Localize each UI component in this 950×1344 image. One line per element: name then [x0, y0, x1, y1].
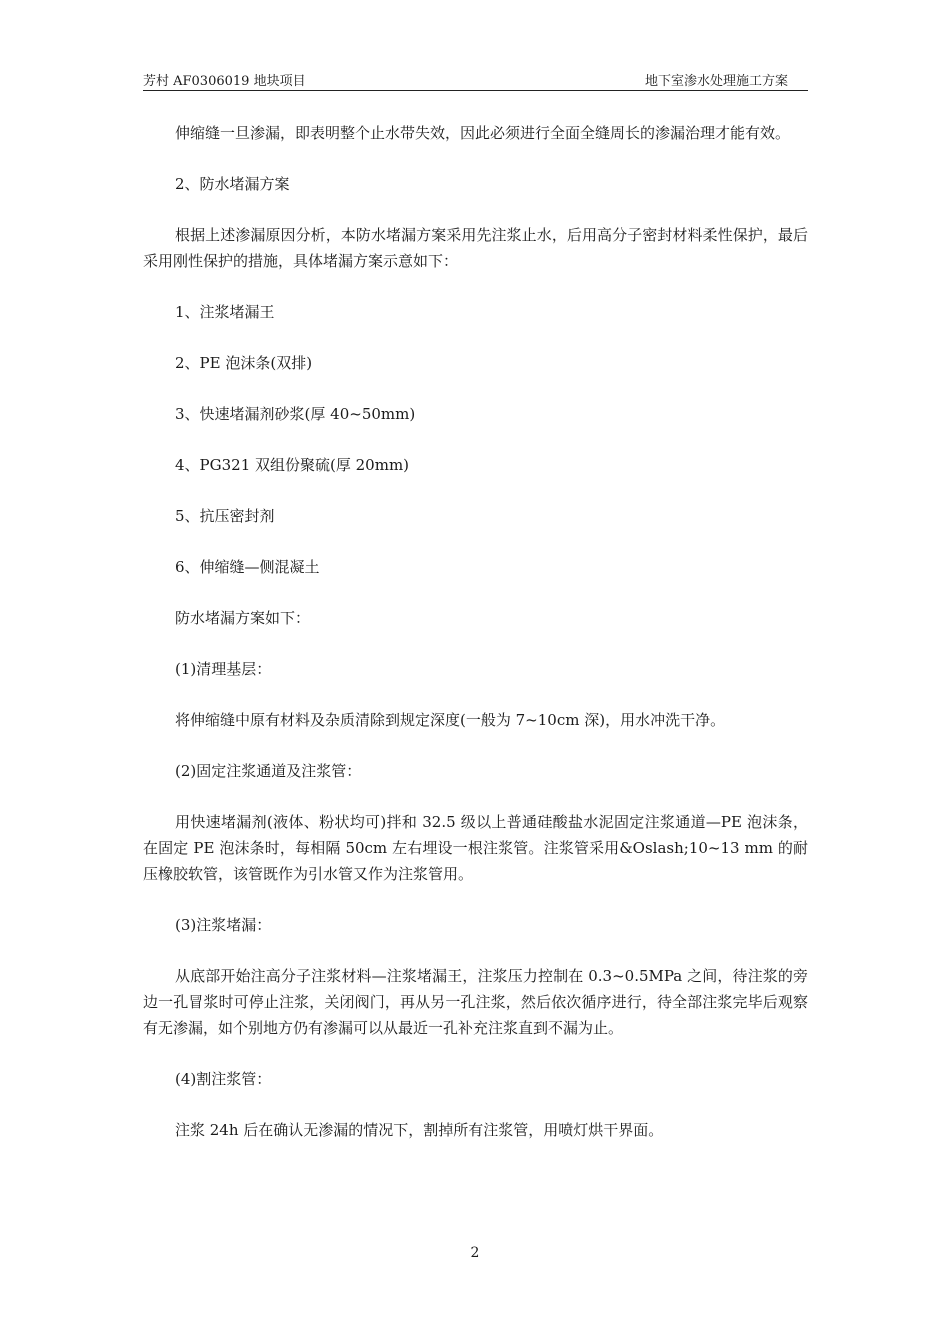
list-item-concrete: 6、伸缩缝—侧混凝土	[175, 558, 320, 576]
paragraph-plan-intro: 防水堵漏方案如下：	[175, 609, 311, 627]
page-number: 2	[470, 1245, 480, 1261]
paragraph-plan-overview: 根据上述渗漏原因分析，本防水堵漏方案采用先注浆止水，后用高分子密封材料柔性保护，最后采用刚性保护的措施，具体堵漏方案示意如下：	[143, 226, 808, 270]
step-heading-cut-pipes: (4)割注浆管：	[175, 1070, 272, 1088]
header-project-name: 芳村 AF0306019 地块项目	[143, 74, 306, 89]
header-document-title: 地下室渗水处理施工方案	[644, 74, 788, 89]
document-body	[143, 120, 808, 1168]
list-item-polysulfide: 4、PG321 双组份聚硫(厚 20mm)	[175, 456, 410, 474]
page-header	[143, 70, 808, 91]
list-item-pe-foam: 2、PE 泡沫条(双排)	[175, 354, 313, 372]
step-body-clean: 将伸缩缝中原有材料及杂质清除到规定深度(一般为 7~10cm 深)，用水冲洗干净。	[175, 711, 726, 729]
section-heading-plan: 2、防水堵漏方案	[175, 175, 290, 193]
list-item-grout: 1、注浆堵漏王	[175, 303, 275, 321]
step-heading-clean: (1)清理基层：	[175, 660, 272, 678]
paragraph-expansion-joint-leak: 伸缩缝一旦渗漏，即表明整个止水带失效，因此必须进行全面全缝周长的渗漏治理才能有效。	[175, 124, 791, 142]
list-item-sealant: 5、抗压密封剂	[175, 507, 275, 525]
step-body-fix-pipes: 用快速堵漏剂(液体、粉状均可)拌和 32.5 级以上普通硅酸盐水泥固定注浆通道—PE 泡沫条，在固定 PE 泡沫条时，每相隔 50cm 左右埋设一根注浆管。注浆管采用&Oslash;10~13 mm 的耐压橡胶软管，该管既作为引水管又作为注浆管用。	[143, 813, 808, 883]
step-heading-grouting: (3)注浆堵漏：	[175, 916, 272, 934]
list-item-mortar: 3、快速堵漏剂砂浆(厚 40~50mm)	[175, 405, 416, 423]
step-body-grouting: 从底部开始注高分子注浆材料—注浆堵漏王，注浆压力控制在 0.3~0.5MPa 之间，待注浆的旁边一孔冒浆时可停止注浆，关闭阀门，再从另一孔注浆，然后依次循序进行，待全部注浆完毕后观察有无渗漏，如个别地方仍有渗漏可以从最近一孔补充注浆直到不漏为止。	[143, 967, 808, 1037]
step-body-cut-pipes: 注浆 24h 后在确认无渗漏的情况下，割掉所有注浆管，用喷灯烘干界面。	[175, 1121, 664, 1139]
step-heading-fix-pipes: (2)固定注浆通道及注浆管：	[175, 762, 362, 780]
